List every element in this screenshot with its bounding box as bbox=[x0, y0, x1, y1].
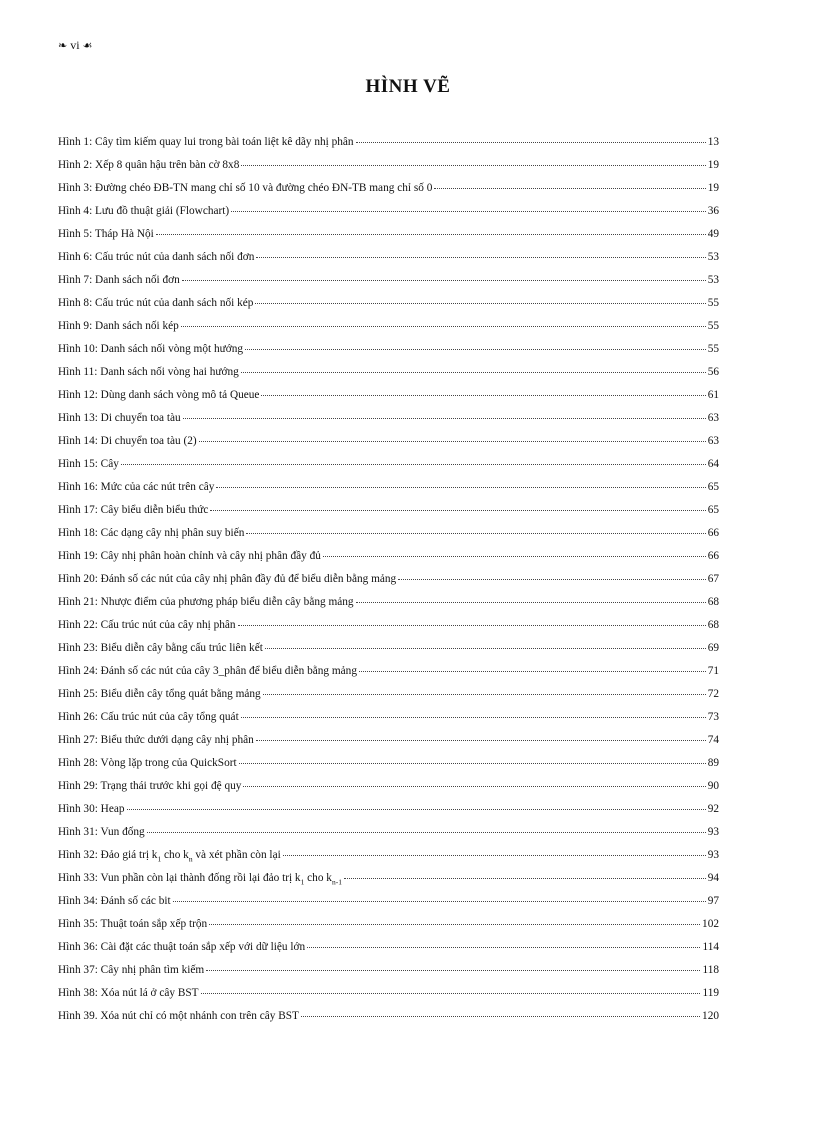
figure-entry-label: Hình 24: Đánh số các nút của cây 3_phân để biểu diễn bằng mảng bbox=[58, 665, 357, 677]
dot-leader bbox=[398, 579, 706, 580]
figure-entry[interactable] bbox=[58, 688, 719, 711]
dot-leader bbox=[261, 395, 705, 396]
dot-leader bbox=[283, 855, 706, 856]
figure-entry-label: Hình 3: Đường chéo ĐB-TN mang chỉ số 10 và đường chéo ĐN-TB mang chỉ số 0 bbox=[58, 182, 433, 194]
dot-leader bbox=[231, 211, 706, 212]
figure-entry-page: 66 bbox=[707, 550, 719, 562]
figure-entry-label: Hình 20: Đánh số các nút của cây nhị phân đầy đủ để biểu diễn bằng mảng bbox=[58, 573, 397, 585]
figure-entry-page: 49 bbox=[707, 228, 719, 240]
figure-entry-page: 97 bbox=[707, 895, 719, 907]
figure-entry[interactable] bbox=[58, 1010, 719, 1033]
figure-entry-label: Hình 36: Cài đặt các thuật toán sắp xếp với dữ liệu lớn bbox=[58, 941, 306, 953]
figure-entry-page: 63 bbox=[707, 412, 719, 424]
figure-entry[interactable] bbox=[58, 481, 719, 504]
figure-entry[interactable] bbox=[58, 550, 719, 573]
figure-entry-label: Hình 11: Danh sách nối vòng hai hướng bbox=[58, 366, 239, 378]
page-header bbox=[58, 38, 92, 53]
dot-leader bbox=[121, 464, 706, 465]
figure-entry-page: 68 bbox=[707, 596, 719, 608]
dot-leader bbox=[173, 901, 706, 902]
figure-entry-page: 74 bbox=[707, 734, 719, 746]
figure-entry[interactable] bbox=[58, 297, 719, 320]
figure-entry-page: 92 bbox=[707, 803, 719, 815]
dot-leader bbox=[301, 1016, 700, 1017]
figure-entry-page: 53 bbox=[707, 274, 719, 286]
figure-entry-label: Hình 25: Biểu diễn cây tổng quát bằng mảng bbox=[58, 688, 261, 700]
dot-leader bbox=[434, 188, 705, 189]
figure-entry-page: 89 bbox=[707, 757, 719, 769]
page-number-roman: vi bbox=[70, 38, 80, 52]
figure-entry-label: Hình 10: Danh sách nối vòng một hướng bbox=[58, 343, 243, 355]
figure-entry-page: 36 bbox=[707, 205, 719, 217]
figure-entry[interactable] bbox=[58, 826, 719, 849]
dot-leader bbox=[127, 809, 706, 810]
figure-entry-page: 56 bbox=[707, 366, 719, 378]
figure-entry-label: Hình 35: Thuật toán sắp xếp trộn bbox=[58, 918, 208, 930]
figure-entry[interactable] bbox=[58, 619, 719, 642]
dot-leader bbox=[183, 418, 706, 419]
figure-entry-page: 93 bbox=[707, 826, 719, 838]
figure-entry[interactable] bbox=[58, 320, 719, 343]
figure-entry-page: 93 bbox=[707, 849, 719, 861]
figure-entry[interactable] bbox=[58, 435, 719, 458]
figure-entry[interactable] bbox=[58, 642, 719, 665]
dot-leader bbox=[210, 510, 705, 511]
figure-entry-page: 118 bbox=[702, 964, 719, 976]
dot-leader bbox=[263, 694, 706, 695]
dot-leader bbox=[307, 947, 700, 948]
figure-entry-page: 13 bbox=[707, 136, 719, 148]
dot-leader bbox=[209, 924, 700, 925]
figure-entry-label: Hình 28: Vòng lặp trong của QuickSort bbox=[58, 757, 237, 769]
figure-entry-label: Hình 30: Heap bbox=[58, 803, 125, 815]
figure-entry[interactable] bbox=[58, 803, 719, 826]
figure-entry-label: Hình 8: Cấu trúc nút của danh sách nối kép bbox=[58, 297, 254, 309]
dot-leader bbox=[323, 556, 706, 557]
figure-entry-label: Hình 4: Lưu đồ thuật giải (Flowchart) bbox=[58, 205, 230, 217]
figure-entry-label: Hình 22: Cấu trúc nút của cây nhị phân bbox=[58, 619, 236, 631]
figure-entry[interactable] bbox=[58, 251, 719, 274]
figure-entry-page: 90 bbox=[707, 780, 719, 792]
page-title: HÌNH VẼ bbox=[365, 76, 451, 97]
figure-entry[interactable] bbox=[58, 274, 719, 297]
figure-entry-label: Hình 31: Vun đống bbox=[58, 826, 145, 838]
right-ornament-icon: ☙ bbox=[82, 40, 93, 52]
dot-leader bbox=[199, 441, 706, 442]
figure-entry-label: Hình 34: Đánh số các bit bbox=[58, 895, 171, 907]
figure-entry-label: Hình 26: Cấu trúc nút của cây tổng quát bbox=[58, 711, 239, 723]
figure-entry-page: 68 bbox=[707, 619, 719, 631]
figure-entry[interactable] bbox=[58, 573, 719, 596]
dot-leader bbox=[156, 234, 706, 235]
figure-entry-label: Hình 32: Đảo giá trị $k_1$ cho $k_n$ và xét phần còn lại bbox=[58, 849, 281, 864]
dot-leader bbox=[245, 349, 706, 350]
figure-entry-label: Hình 17: Cây biểu diễn biểu thức bbox=[58, 504, 209, 516]
figure-entry-label: Hình 16: Mức của các nút trên cây bbox=[58, 481, 215, 493]
figure-entry[interactable] bbox=[58, 757, 719, 780]
figure-entry[interactable] bbox=[58, 504, 719, 527]
figure-entry-page: 65 bbox=[707, 481, 719, 493]
figure-entry-page: 102 bbox=[702, 918, 719, 930]
figure-entry[interactable] bbox=[58, 780, 719, 803]
figure-entry[interactable] bbox=[58, 849, 719, 872]
figure-list bbox=[58, 136, 719, 1033]
figure-entry-label: Hình 15: Cây bbox=[58, 458, 119, 470]
figure-entry-label: Hình 29: Trạng thái trước khi gọi đệ quy bbox=[58, 780, 242, 792]
figure-entry-label: Hình 2: Xếp 8 quân hậu trên bàn cờ 8x8 bbox=[58, 159, 240, 171]
figure-entry[interactable] bbox=[58, 734, 719, 757]
dot-leader bbox=[356, 602, 706, 603]
figure-entry-label: Hình 19: Cây nhị phân hoàn chỉnh và cây nhị phân đầy đủ bbox=[58, 550, 321, 562]
figure-entry-label: Hình 5: Tháp Hà Nội bbox=[58, 228, 154, 240]
figure-entry-label: Hình 7: Danh sách nối đơn bbox=[58, 274, 180, 286]
figure-entry[interactable] bbox=[58, 527, 719, 550]
figure-entry[interactable] bbox=[58, 343, 719, 366]
figure-entry-label: Hình 9: Danh sách nối kép bbox=[58, 320, 179, 332]
figure-entry-label: Hình 38: Xóa nút lá ở cây BST bbox=[58, 987, 199, 999]
figure-entry[interactable] bbox=[58, 711, 719, 734]
figure-entry[interactable] bbox=[58, 389, 719, 412]
figure-entry[interactable] bbox=[58, 205, 719, 228]
dot-leader bbox=[181, 326, 706, 327]
figure-entry[interactable] bbox=[58, 159, 719, 182]
figure-entry[interactable] bbox=[58, 136, 719, 159]
dot-leader bbox=[241, 717, 706, 718]
figure-entry[interactable] bbox=[58, 665, 719, 688]
figure-entry-page: 69 bbox=[707, 642, 719, 654]
figure-entry-page: 61 bbox=[707, 389, 719, 401]
figure-entry-page: 94 bbox=[707, 872, 719, 884]
figure-entry[interactable] bbox=[58, 918, 719, 941]
figure-entry-page: 64 bbox=[707, 458, 719, 470]
dot-leader bbox=[256, 740, 706, 741]
figure-entry[interactable] bbox=[58, 941, 719, 964]
dot-leader bbox=[147, 832, 706, 833]
figure-entry-label: Hình 6: Cấu trúc nút của danh sách nối đơn bbox=[58, 251, 255, 263]
figure-entry[interactable] bbox=[58, 228, 719, 251]
figure-entry-page: 53 bbox=[707, 251, 719, 263]
left-ornament-icon: ❧ bbox=[58, 40, 68, 52]
figure-entry-label: Hình 39. Xóa nút chỉ có một nhánh con trên cây BST bbox=[58, 1010, 299, 1022]
figure-entry-label: Hình 33: Vun phần còn lại thành đống rồi lại đảo trị $k_1$ cho $k_{n-1}$ bbox=[58, 872, 342, 887]
figure-entry-label: Hình 37: Cây nhị phân tìm kiếm bbox=[58, 964, 205, 976]
figure-entry-page: 71 bbox=[707, 665, 719, 677]
figure-entry[interactable] bbox=[58, 596, 719, 619]
figure-entry-label: Hình 23: Biểu diễn cây bằng cấu trúc liên kết bbox=[58, 642, 263, 654]
figure-entry-page: 120 bbox=[702, 1010, 719, 1022]
figure-entry-label: Hình 18: Các dạng cây nhị phân suy biến bbox=[58, 527, 245, 539]
figure-entry-page: 19 bbox=[707, 159, 719, 171]
figure-entry[interactable] bbox=[58, 458, 719, 481]
figure-entry-page: 67 bbox=[707, 573, 719, 585]
dot-leader bbox=[201, 993, 701, 994]
figure-entry[interactable] bbox=[58, 872, 719, 895]
figure-entry-label: Hình 12: Dùng danh sách vòng mô tả Queue bbox=[58, 389, 260, 401]
figure-entry[interactable] bbox=[58, 366, 719, 389]
figure-entry-page: 114 bbox=[702, 941, 719, 953]
dot-leader bbox=[256, 257, 705, 258]
figure-entry-label: Hình 27: Biểu thức dưới dạng cây nhị phân bbox=[58, 734, 254, 746]
figure-entry-label: Hình 21: Nhược điểm của phương pháp biểu diễn cây bằng mảng bbox=[58, 596, 354, 608]
figure-entry[interactable] bbox=[58, 412, 719, 435]
figure-entry-page: 63 bbox=[707, 435, 719, 447]
dot-leader bbox=[206, 970, 700, 971]
dot-leader bbox=[265, 648, 706, 649]
dot-leader bbox=[239, 763, 706, 764]
figure-entry-label: Hình 1: Cây tìm kiếm quay lui trong bài toán liệt kê dãy nhị phân bbox=[58, 136, 354, 148]
dot-leader bbox=[182, 280, 706, 281]
figure-entry[interactable] bbox=[58, 964, 719, 987]
dot-leader bbox=[344, 878, 706, 879]
figure-entry-label: Hình 14: Di chuyển toa tàu (2) bbox=[58, 435, 197, 447]
figure-entry-page: 19 bbox=[707, 182, 719, 194]
dot-leader bbox=[241, 372, 706, 373]
figure-entry-page: 66 bbox=[707, 527, 719, 539]
dot-leader bbox=[241, 165, 705, 166]
figure-entry-page: 65 bbox=[707, 504, 719, 516]
dot-leader bbox=[359, 671, 706, 672]
figure-entry[interactable] bbox=[58, 895, 719, 918]
figure-entry[interactable] bbox=[58, 987, 719, 1010]
figure-entry-page: 119 bbox=[702, 987, 719, 999]
dot-leader bbox=[246, 533, 705, 534]
dot-leader bbox=[255, 303, 705, 304]
figure-entry-page: 55 bbox=[707, 343, 719, 355]
figure-entry-page: 72 bbox=[707, 688, 719, 700]
dot-leader bbox=[356, 142, 706, 143]
dot-leader bbox=[216, 487, 705, 488]
figure-entry-page: 73 bbox=[707, 711, 719, 723]
figure-entry-label: Hình 13: Di chuyển toa tàu bbox=[58, 412, 181, 424]
dot-leader bbox=[238, 625, 706, 626]
figure-entry-page: 55 bbox=[707, 297, 719, 309]
figure-entry[interactable] bbox=[58, 182, 719, 205]
dot-leader bbox=[243, 786, 705, 787]
figure-entry-page: 55 bbox=[707, 320, 719, 332]
